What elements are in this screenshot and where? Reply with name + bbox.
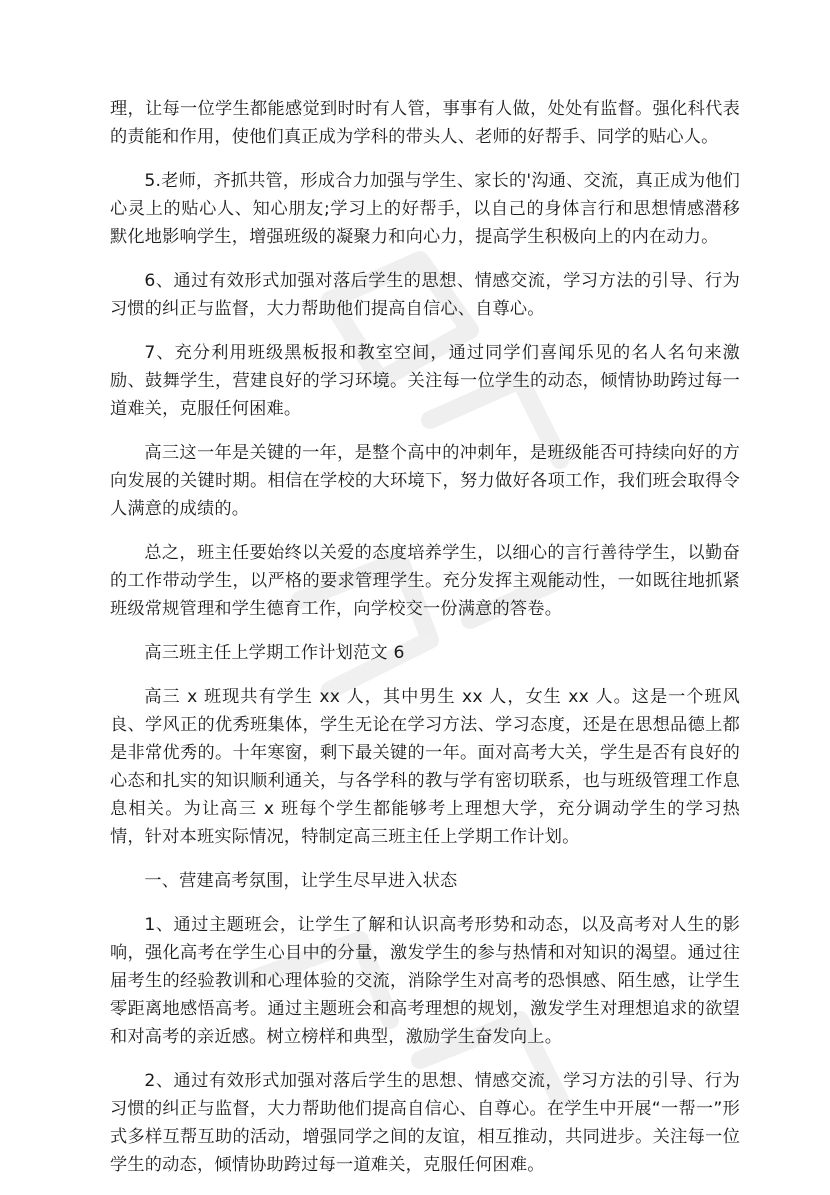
section-title-plan-6: 高三班主任上学期工作计划范文 6: [144, 643, 405, 663]
paragraph-item-6: 6、通过有效形式加强对落后学生的思想、情感交流，学习方法的引导、行为习惯的纠正与监督，大力帮助他们提高自信心、自尊心。: [110, 271, 740, 319]
paragraph-item-7: 7、充分利用班级黑板报和教室空间，通过同学们喜闻乐见的名人名句来激励、鼓舞学生，营建良好的学习环境。关注每一位学生的动态，倾情协助跨过每一道难关，克服任何困难。: [110, 343, 740, 419]
paragraph-point-2: 2、通过有效形式加强对落后学生的思想、情感交流，学习方法的引导、行为习惯的纠正与监督，大力帮助他们提高自信心、自尊心。在学生中开展“一帮一”形式多样互帮互助的活动，增强同学之间的友谊，相互推动，共同进步。关注每一位学生的动态，倾情协助跨过每一道难关，克服任何困难。: [110, 1071, 740, 1175]
paragraph-continuation: 理，让每一位学生都能感觉到时时有人管，事事有人做，处处有监督。强化科代表的责能和作用，使他们真正成为学科的带头人、老师的好帮手、同学的贴心人。: [110, 99, 740, 147]
paragraph-key-year: 高三这一年是关键的一年，是整个高中的冲刺年，是班级能否可持续向好的方向发展的关键时期。相信在学校的大环境下，努力做好各项工作，我们班会取得令人满意的成绩的。: [110, 443, 740, 519]
paragraph-point-1: 1、通过主题班会，让学生了解和认识高考形势和动态，以及高考对人生的影响，强化高考在学生心目中的分量，激发学生的参与热情和对知识的渴望。通过往届考生的经验教训和心理体验的交流，消除学生对高考的恐惧感、陌生感，让学生零距离地感悟高考。通过主题班会和高考理想的规划，激发学生对理想追求的欲望和对高考的亲近感。树立榜样和典型，激励学生奋发向上。: [110, 915, 740, 1047]
section-heading-1: 一、营建高考氛围，让学生尽早进入状态: [144, 871, 458, 891]
paragraph-class-intro: 高三 x 班现共有学生 xx 人，其中男生 xx 人，女生 xx 人。这是一个班风良、学风正的优秀班集体，学生无论在学习方法、学习态度，还是在思想品德上都是非常优秀的。十年寒窗，剩下最关键的一年。面对高考大关，学生是否有良好的心态和扎实的知识顺利通关，与各学科的教与学有密切联系，也与班级管理工作息息相关。为让高三 x 班每个学生都能够考上理想大学，充分调动学生的学习热情，针对本班实际情况，特制定高三班主任上学期工作计划。: [110, 687, 740, 847]
paragraph-item-5: 5.老师，齐抓共管，形成合力加强与学生、家长的'沟通、交流，真正成为他们心灵上的贴心人、知心朋友;学习上的好帮手，以自己的身体言行和思想情感潜移默化地影响学生，增强班级的凝聚力和向心力，提高学生积极向上的内在动力。: [110, 171, 740, 247]
paragraph-summary: 总之，班主任要始终以关爱的态度培养学生，以细心的言行善待学生，以勤奋的工作带动学生，以严格的要求管理学生。充分发挥主观能动性，一如既往地抓紧班级常规管理和学生德育工作，向学校交一份满意的答卷。: [110, 543, 740, 619]
document-body: [110, 95, 740, 1195]
